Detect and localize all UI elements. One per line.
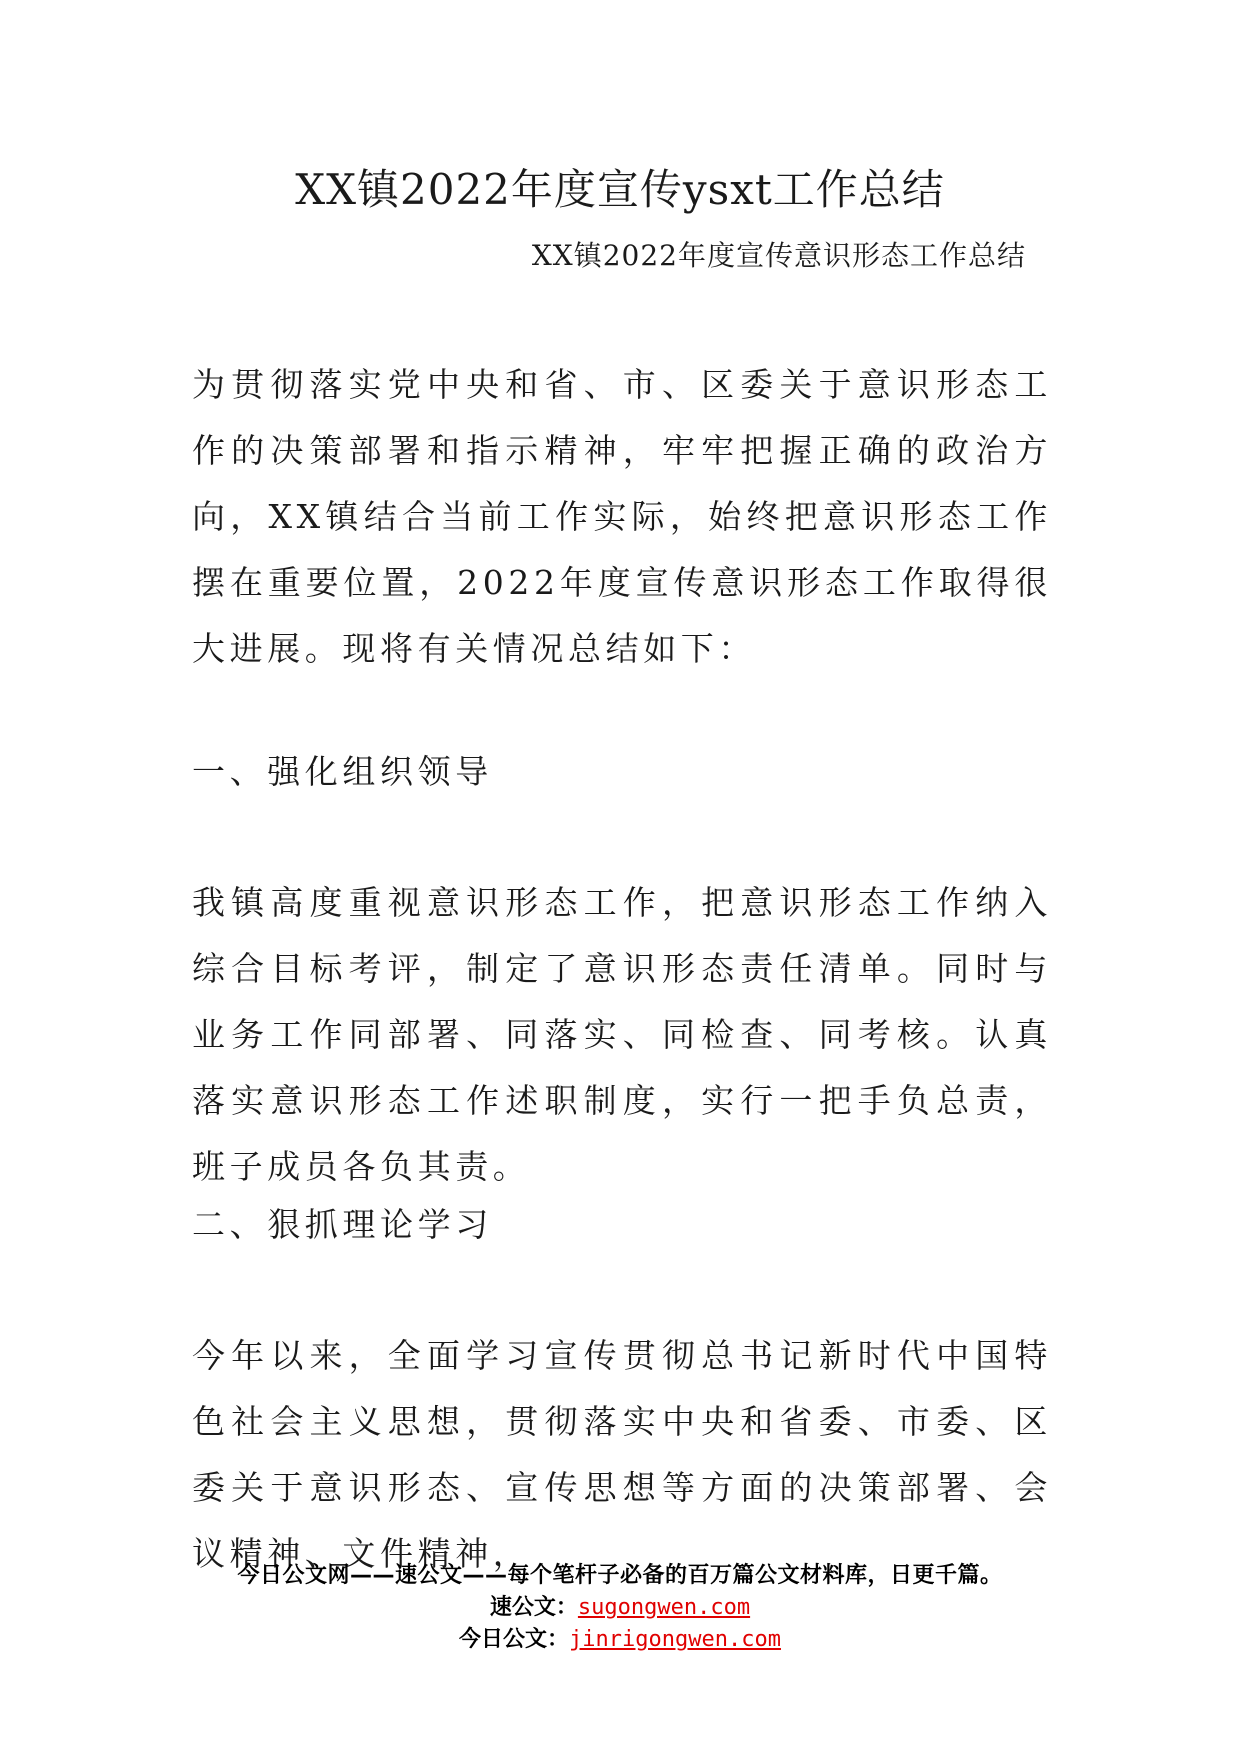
footer-slogan: 今日公文网——速公文——每个笔杆子必备的百万篇公文材料库，日更千篇。 (237, 1563, 1003, 1588)
section-body-2: 今年以来，全面学习宣传贯彻总书记新时代中国特色社会主义思想，贯彻落实中央和省委、市委、区委关于意识形态、宣传思想等方面的决策部署、会议精神、文件精神， (192, 1336, 1052, 1573)
intro-paragraph: 为贯彻落实党中央和省、市、区委关于意识形态工作的决策部署和指示精神，牢牢把握正确的政治方向，XX镇结合当前工作实际，始终把意识形态工作摆在重要位置，2022年度宣传意识形态工作取得很大进展。现将有关情况总结如下： (192, 365, 1052, 668)
footer-link-row-jinrigongwen (0, 1624, 1240, 1656)
footer-link-label: 速公文： (489, 1595, 578, 1620)
section-body-1: 我镇高度重视意识形态工作，把意识形态工作纳入综合目标考评，制定了意识形态责任清单。同时与业务工作同部署、同落实、同检查、同考核。认真落实意识形态工作述职制度，实行一把手负总责，班子成员各负其责。 (192, 883, 1052, 1186)
footer-link-label: 今日公文： (459, 1627, 570, 1652)
footer-banner (0, 1560, 1240, 1656)
section-heading-1: 一、强化组织领导 (192, 752, 493, 791)
sugongwen-link[interactable]: sugongwen.com (577, 1595, 751, 1620)
section-heading-2: 二、狠抓理论学习 (192, 1205, 493, 1244)
document-title: XX镇2022年度宣传ysxt工作总结 (295, 165, 945, 214)
jinrigongwen-link[interactable]: jinrigongwen.com (569, 1627, 781, 1652)
footer-link-row-sugongwen (0, 1592, 1240, 1624)
document-subtitle: XX镇2022年度宣传意识形态工作总结 (531, 239, 1026, 272)
